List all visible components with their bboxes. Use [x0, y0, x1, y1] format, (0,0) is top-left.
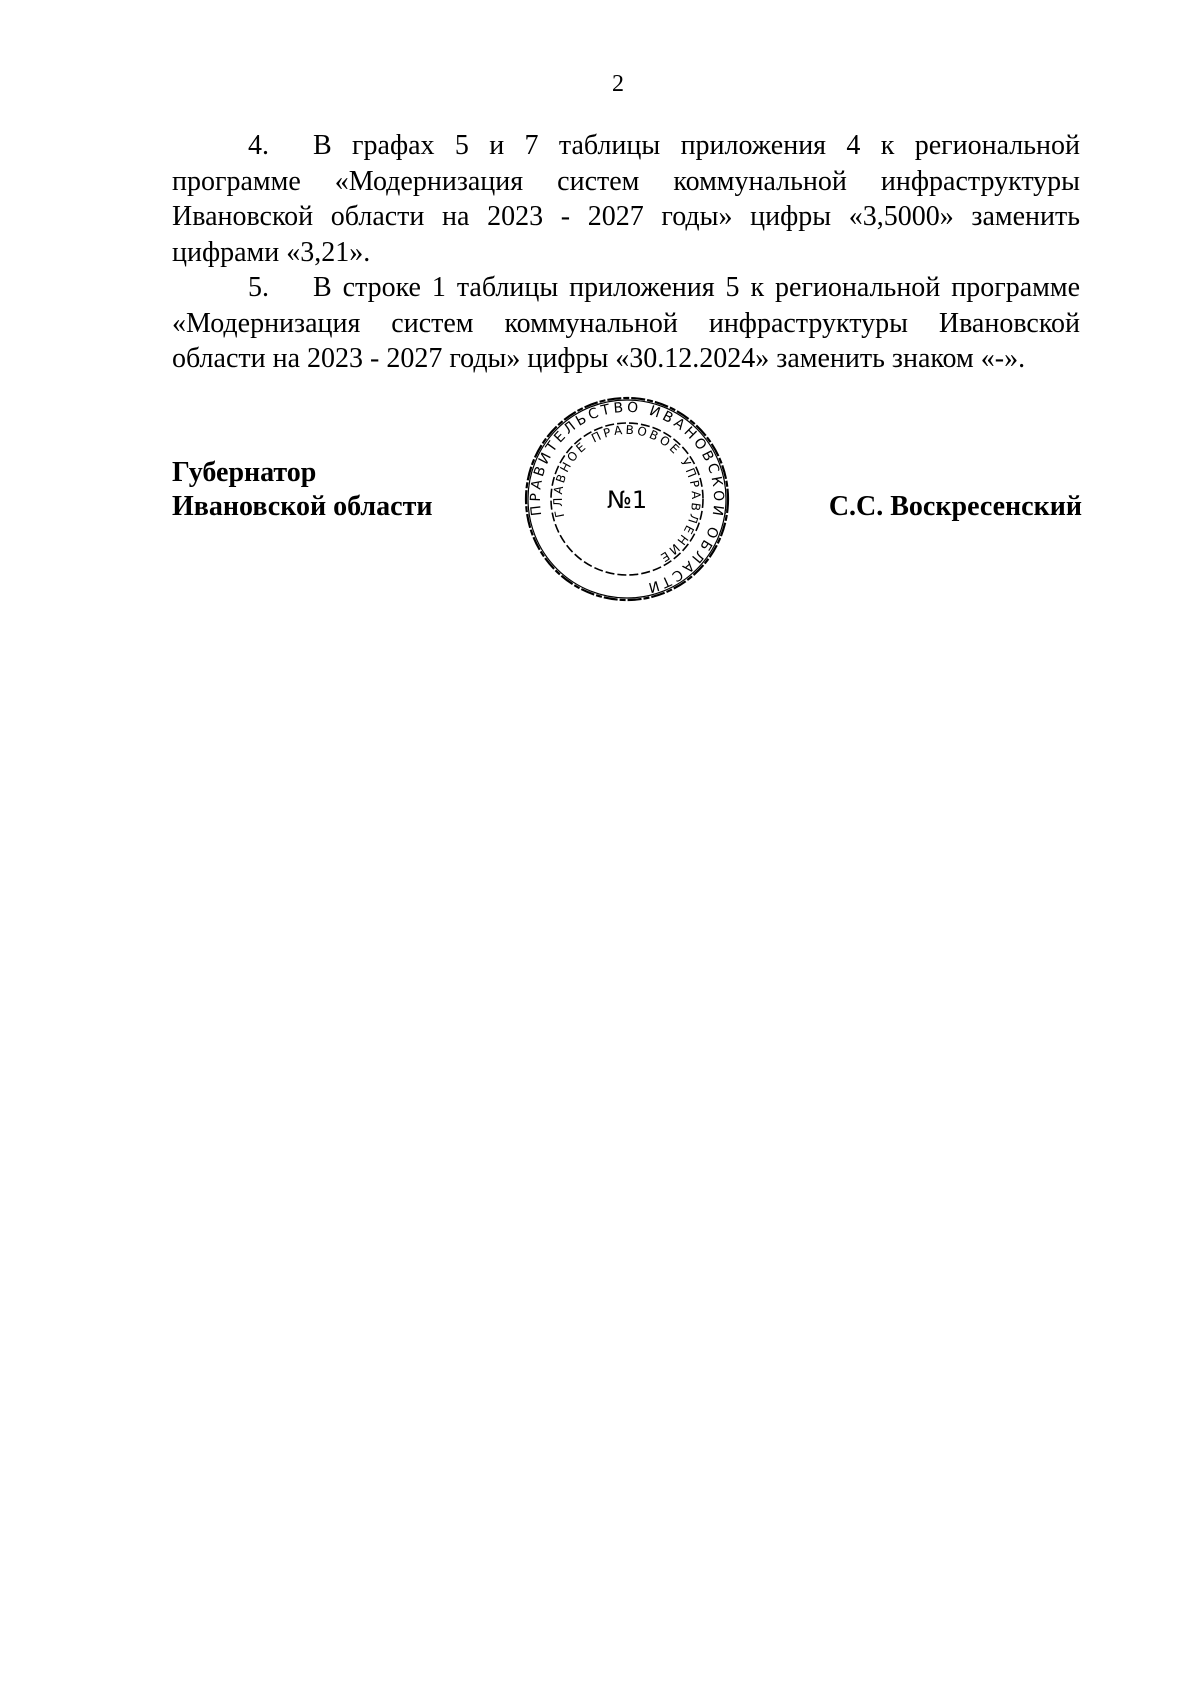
signatory-title-line2: Ивановской области [172, 491, 433, 522]
paragraph-number: 4. [248, 130, 269, 161]
paragraph-4 [172, 128, 1080, 270]
stamp-number: №1 [606, 486, 648, 514]
signatory-title [172, 456, 432, 524]
paragraph-text: В графах 5 и 7 таблицы приложения 4 к региональной программе «Модернизация систем коммунальной инфраструктуры Ивановской области на 2023 - 2027 годы» цифры «3,5000» заменить цифрами «3,21». [172, 130, 1080, 268]
paragraph-5 [172, 270, 1080, 377]
stamp-outer-text: ПРАВИТЕЛЬСТВО ИВАНОВСКОЙ ОБЛАСТИ [527, 399, 727, 597]
page-number: 2 [612, 71, 624, 97]
document-body [172, 128, 1080, 377]
signatory-name: С.С. Воскресенский [828, 491, 1082, 522]
paragraph-number: 5. [248, 272, 269, 303]
paragraph-text: В строке 1 таблицы приложения 5 к региональной программе «Модернизация систем коммунальной инфраструктуры Ивановской области на 2023 - 2027 годы» цифры «30.12.2024» заменить знаком «-». [172, 272, 1080, 374]
stamp-inner-text: ГЛАВНОЕ ПРАВОВОЕ УПРАВЛЕНИЕ [550, 422, 704, 566]
official-seal-stamp [521, 393, 733, 605]
signatory-title-line1: Губернатор [172, 457, 317, 488]
